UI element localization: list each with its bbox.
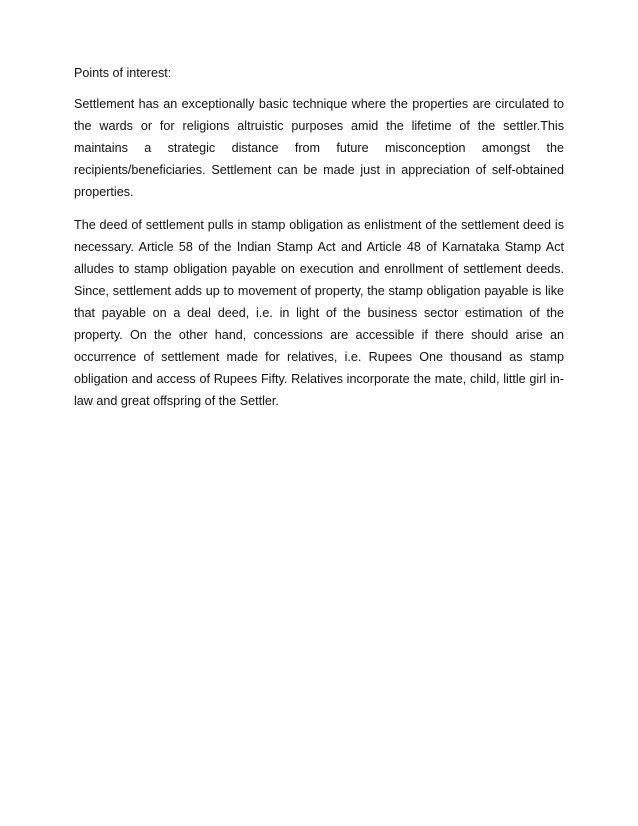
document-body	[74, 62, 564, 423]
section-heading: Points of interest:	[74, 66, 172, 80]
paragraph-stamp-obligation: The deed of settlement pulls in stamp obligation as enlistment of the settlement deed is necessary. Article 58 of the Indian Stamp Act and Article 48 of Karnataka Stamp Act alludes to stamp obligation payable on execution and enrollment of settlement deeds. Since, settlement adds up to movement of property, the stamp obligation payable is like that payable on a deal deed, i.e. in light of the business sector estimation of the property. On the other hand, concessions are accessible if there should arise an occurrence of settlement made for relatives, i.e. Rupees One thousand as stamp obligation and access of Rupees Fifty. Relatives incorporate the mate, child, little girl in-law and great offspring of the Settler.	[74, 218, 564, 408]
paragraph-settlement-technique: Settlement has an exceptionally basic technique where the properties are circulated to the wards or for religions altruistic purposes amid the lifetime of the settler.This maintains a strategic distance from future misconception amongst the recipients/beneficiaries. Settlement can be made just in appreciation of self-obtained properties.	[74, 97, 564, 199]
